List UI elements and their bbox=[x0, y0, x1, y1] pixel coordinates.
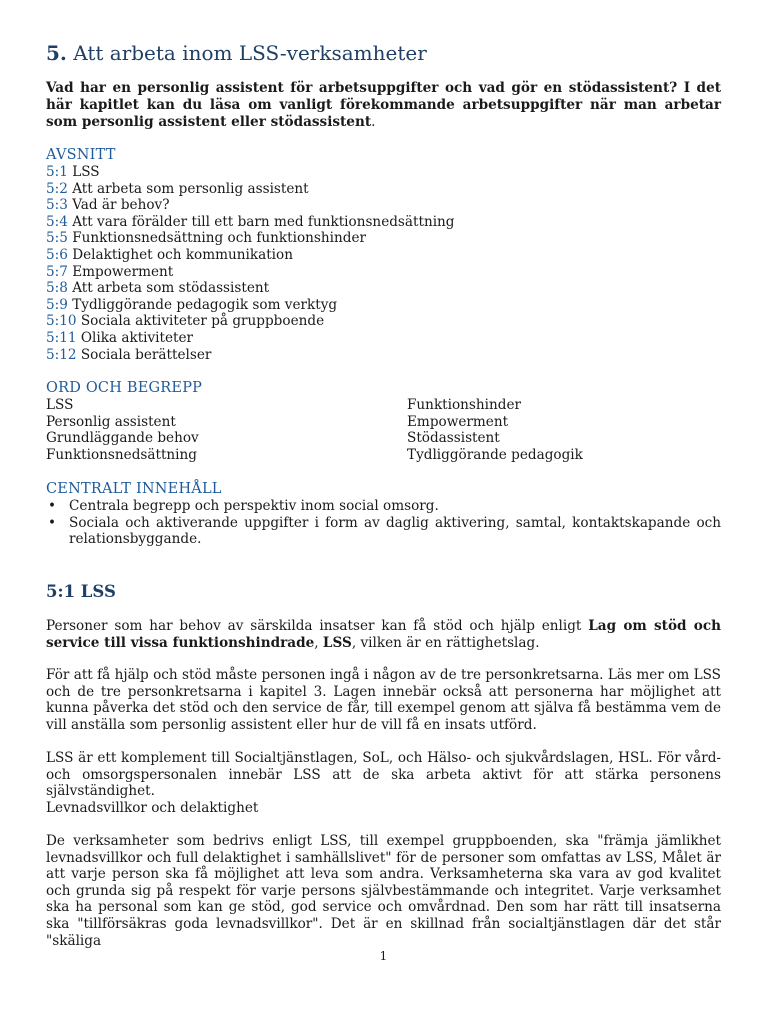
paragraph-4: De verksamheter som bedrivs enligt LSS, till exempel gruppboenden, ska "främja jämlikhet levnadsvillkor och full delaktighet i samhällslivet" för de personer som omfattas av LSS, Målet är att varje person ska få möjlighet att leva som andra. Verksamheterna ska vara av god kvalitet och grunda sig på respekt för varje persons självbestämmande och integritet. Varje verksamhet ska ha personal som kan ge stöd, god service och omvårdnad. Den som har rätt till insatserna ska "tillförsäkras goda levnadsvillkor". Det är en skillnad från socialtjänstlagen där det står "skäliga bbox=[46, 833, 721, 949]
terms-right-column bbox=[407, 397, 583, 463]
section-label: LSS bbox=[67, 164, 100, 180]
content-list bbox=[46, 498, 721, 548]
section-item bbox=[46, 181, 455, 198]
section-item bbox=[46, 264, 455, 281]
section-number: 5:1 bbox=[46, 164, 68, 180]
p1-text-e: , vilken är en rättighetslag. bbox=[351, 634, 540, 651]
section-label: Sociala aktiviteter på gruppboende bbox=[76, 313, 325, 330]
section-item bbox=[46, 347, 455, 364]
p1-lss: LSS bbox=[322, 634, 352, 651]
section-item bbox=[46, 230, 455, 247]
chapter-heading bbox=[46, 40, 427, 66]
section-label: Att vara förälder till ett barn med funktionsnedsättning bbox=[67, 213, 455, 230]
terms-left-column bbox=[46, 397, 199, 463]
p1-law-name: Lag om stöd och service till vissa funktionshindrade bbox=[46, 618, 721, 651]
section-item bbox=[46, 214, 455, 231]
section-number: 5:3 bbox=[46, 197, 68, 214]
section-number: 5:10 bbox=[46, 313, 77, 330]
paragraph-3: LSS är ett komplement till Socialtjänstlagen, SoL, och Hälso- och sjukvårdslagen, HSL. För vård- och omsorgspersonalen innebär LSS att de ska arbeta aktivt för att stärka personens självständighet. bbox=[46, 750, 721, 800]
section-item bbox=[46, 280, 455, 297]
p1-text-c: , bbox=[314, 634, 323, 651]
section-label: Delaktighet och kommunikation bbox=[67, 246, 293, 263]
term-item: Personlig assistent bbox=[46, 413, 176, 430]
section-number: 5:7 bbox=[46, 263, 68, 280]
section-number: 5:2 bbox=[46, 180, 68, 197]
term-item: Funktionshinder bbox=[407, 397, 522, 413]
section-number: 5:11 bbox=[46, 329, 77, 346]
terms-heading: ORD OCH BEGREPP bbox=[46, 380, 203, 396]
intro-paragraph bbox=[46, 80, 721, 131]
section-label: Sociala berättelser bbox=[76, 346, 212, 363]
section-label: Tydliggörande pedagogik som verktyg bbox=[67, 296, 338, 313]
section-number: 5:4 bbox=[46, 213, 68, 230]
section-label: Funktionsnedsättning och funktionshinder bbox=[67, 230, 366, 247]
content-item: • Centrala begrepp och perspektiv inom social omsorg. bbox=[46, 498, 721, 515]
section-item bbox=[46, 313, 455, 330]
section-number: 5:12 bbox=[46, 346, 77, 363]
section-item bbox=[46, 247, 455, 264]
section-label: Att arbeta som personlig assistent bbox=[67, 180, 309, 197]
term-item: Stödassistent bbox=[407, 430, 500, 447]
section-label: Olika aktiviteter bbox=[76, 329, 194, 346]
term-item: Grundläggande behov bbox=[46, 430, 199, 447]
intro-period: . bbox=[371, 114, 376, 130]
sections-heading: AVSNITT bbox=[46, 147, 116, 163]
term-item: Empowerment bbox=[407, 413, 509, 430]
section-item bbox=[46, 297, 455, 314]
section-number: 5:9 bbox=[46, 296, 68, 313]
term-item: Funktionsnedsättning bbox=[46, 446, 197, 463]
term-item: LSS bbox=[46, 397, 74, 413]
term-item: Tydliggörande pedagogik bbox=[407, 446, 583, 463]
paragraph-1 bbox=[46, 618, 721, 651]
section-number: 5:6 bbox=[46, 246, 68, 263]
section-number: 5:8 bbox=[46, 280, 68, 297]
content-item: • Sociala och aktiverande uppgifter i form av daglig aktivering, samtal, kontaktskapande och relationsbyggande. bbox=[46, 515, 721, 548]
paragraph-2: För att få hjälp och stöd måste personen ingå i någon av de tre personkretsarna. Läs mer om LSS och de tre personkretsarna i kapitel 3. Lagen innebär också att personerna har möjlighet att kunna påverka det stöd och den service de får, till exempel genom att själva få bestämma vem de vill anställa som personlig assistent eller hur de vill få en insats utförd. bbox=[46, 667, 721, 733]
section-label: Att arbeta som stödassistent bbox=[67, 280, 270, 297]
section-heading-5-1: 5:1 LSS bbox=[46, 582, 116, 601]
section-label: Empowerment bbox=[67, 263, 174, 280]
section-item bbox=[46, 197, 455, 214]
chapter-number: 5. bbox=[46, 41, 67, 65]
page-number: 1 bbox=[379, 949, 388, 963]
section-label: Vad är behov? bbox=[67, 197, 170, 214]
content-heading: CENTRALT INNEHÅLL bbox=[46, 481, 222, 497]
chapter-title: Att arbeta inom LSS-verksamheter bbox=[66, 41, 427, 65]
paragraph-3-subtitle: Levnadsvillkor och delaktighet bbox=[46, 800, 259, 816]
sections-list bbox=[46, 164, 455, 363]
section-item bbox=[46, 330, 455, 347]
p1-text-a: Personer som har behov av särskilda insatser kan få stöd och hjälp enligt bbox=[46, 618, 589, 634]
intro-text: Vad har en personlig assistent för arbetsuppgifter och vad gör en stödassistent? I det här kapitlet kan du läsa om vanligt förekommande arbetsuppgifter när man arbetar som personlig assistent eller stödassistent bbox=[46, 80, 721, 130]
section-number: 5:5 bbox=[46, 230, 68, 247]
section-item bbox=[46, 164, 455, 181]
